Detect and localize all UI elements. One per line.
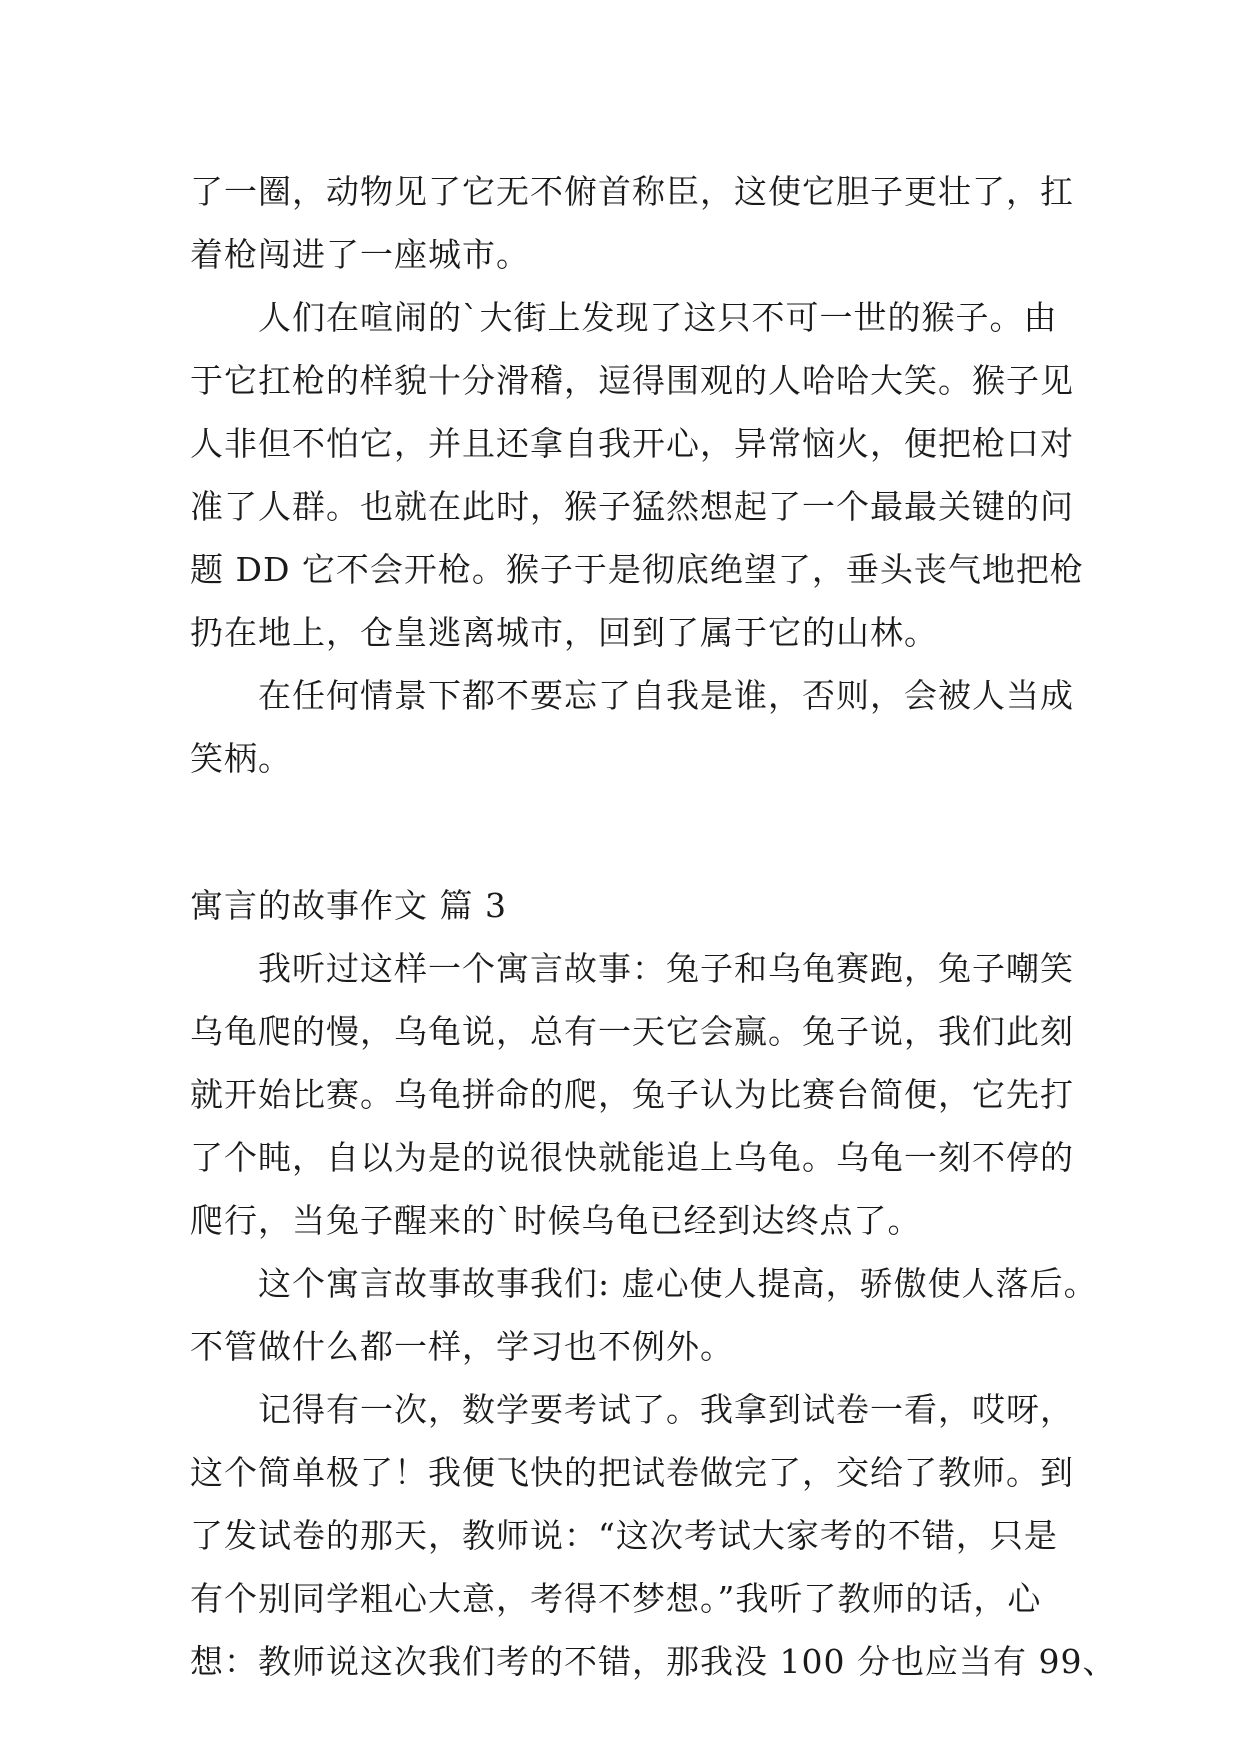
text-line: 爬行，当兔子醒来的`时候乌龟已经到达终点了。 xyxy=(190,1201,922,1240)
paragraph-start: 我听过这样一个寓言故事：兔子和乌龟赛跑，兔子嘲笑 xyxy=(258,949,1074,988)
text-line: 就开始比赛。乌龟拼命的爬，兔子认为比赛台简便，它先打 xyxy=(190,1075,1074,1114)
text-line: 了一圈，动物见了它无不俯首称臣，这使它胆子更壮了，扛 xyxy=(190,172,1074,211)
text-line: 于它扛枪的样貌十分滑稽，逗得围观的人哈哈大笑。猴子见 xyxy=(190,361,1074,400)
section-gap xyxy=(190,790,1050,874)
text-line: 这个简单极了！我便飞快的把试卷做完了，交给了教师。到 xyxy=(190,1453,1074,1492)
text-line: 想：教师说这次我们考的不错，那我没 100 分也应当有 99、 xyxy=(190,1642,1117,1681)
section-heading: 寓言的故事作文 篇 3 xyxy=(190,886,507,925)
text-line: 了发试卷的那天，教师说：“这次考试大家考的不错，只是 xyxy=(190,1516,1058,1555)
paragraph-start: 在任何情景下都不要忘了自我是谁，否则，会被人当成 xyxy=(258,676,1074,715)
paragraph-start: 人们在喧闹的`大街上发现了这只不可一世的猴子。由 xyxy=(258,298,1058,337)
paragraph-start: 记得有一次，数学要考试了。我拿到试卷一看，哎呀， xyxy=(258,1390,1074,1429)
text-line: 扔在地上，仓皇逃离城市，回到了属于它的山林。 xyxy=(190,613,938,652)
paragraph-start: 这个寓言故事故事我们: 虚心使人提高，骄傲使人落后。 xyxy=(258,1264,1098,1303)
text-line: 人非但不怕它，并且还拿自我开心，异常恼火，便把枪口对 xyxy=(190,424,1074,463)
text-line: 着枪闯进了一座城市。 xyxy=(190,235,530,274)
text-line: 题 DD 它不会开枪。猴子于是彻底绝望了，垂头丧气地把枪 xyxy=(190,550,1084,589)
text-line: 准了人群。也就在此时，猴子猛然想起了一个最最关键的问 xyxy=(190,487,1074,526)
text-line: 了个盹，自以为是的说很快就能追上乌龟。乌龟一刻不停的 xyxy=(190,1138,1074,1177)
document-body xyxy=(190,160,1117,1693)
text-line: 不管做什么都一样，学习也不例外。 xyxy=(190,1327,734,1366)
text-line: 乌龟爬的慢，乌龟说，总有一天它会赢。兔子说，我们此刻 xyxy=(190,1012,1074,1051)
text-line: 有个别同学粗心大意，考得不梦想。”我听了教师的话，心 xyxy=(190,1579,1042,1618)
text-line: 笑柄。 xyxy=(190,739,292,778)
